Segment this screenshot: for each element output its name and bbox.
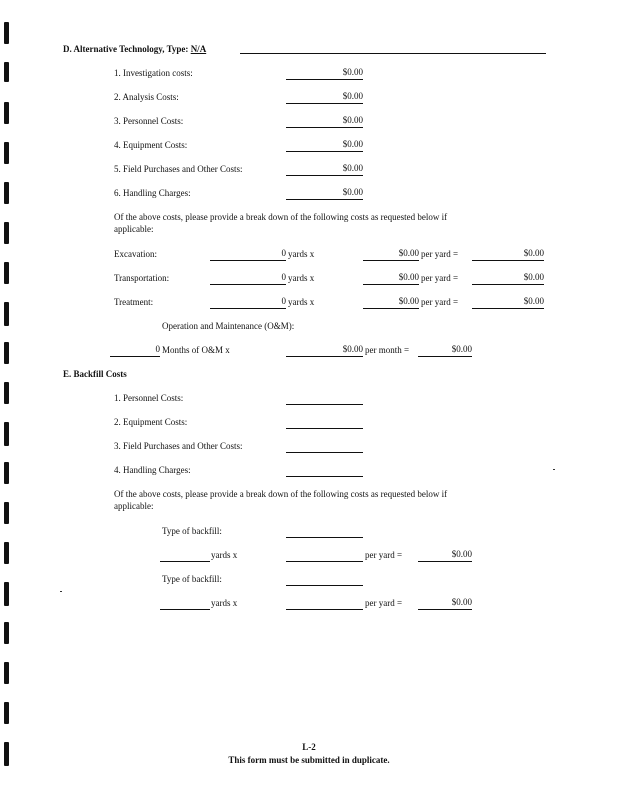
page-number: L-2: [302, 742, 316, 752]
d-item-value: $0.00: [342, 187, 363, 197]
d-item-value: $0.00: [342, 67, 363, 77]
backfill-total: $0.00: [451, 549, 472, 559]
d-item-line[interactable]: [286, 127, 363, 128]
d-breakdown-intro: Of the above costs, please provide a break down of the following costs as requested below if: [114, 212, 448, 222]
d-item-value: $0.00: [342, 115, 363, 125]
om-months-unit: Months of O&M x: [162, 345, 230, 355]
type-line: [240, 53, 546, 54]
d-breakdown-intro-cont: applicable:: [114, 224, 154, 234]
yards-unit: yards x: [288, 249, 315, 259]
e-item-line[interactable]: [286, 428, 363, 429]
excavation-total: $0.00: [523, 248, 544, 258]
backfill-yards-line[interactable]: [160, 609, 210, 610]
e-item-label: 4. Handling Charges:: [114, 465, 191, 475]
e-breakdown-intro: Of the above costs, please provide a break down of the following costs as requested below if: [114, 489, 448, 499]
excavation-rate: $0.00: [398, 248, 419, 258]
d-item-label: 6. Handling Charges:: [114, 188, 191, 198]
backfill-type-line[interactable]: [286, 537, 363, 538]
rate-unit: per yard =: [421, 249, 459, 259]
section-e-title: E. Backfill Costs: [63, 369, 127, 379]
d-item-label: 3. Personnel Costs:: [114, 116, 184, 126]
d-item-value: $0.00: [342, 139, 363, 149]
treatment-yards-line[interactable]: [210, 308, 286, 309]
treatment-total-line[interactable]: [472, 308, 544, 309]
backfill-rate-line[interactable]: [286, 561, 363, 562]
e-item-label: 2. Equipment Costs:: [114, 417, 188, 427]
section-d-title: D. Alternative Technology, Type: N/A: [63, 44, 207, 54]
excavation-label: Excavation:: [114, 249, 157, 259]
d-item-line[interactable]: [286, 103, 363, 104]
yards-unit: yards x: [288, 297, 315, 307]
treatment-label: Treatment:: [114, 297, 154, 307]
backfill-type-label: Type of backfill:: [162, 574, 222, 584]
excavation-total-line[interactable]: [472, 260, 544, 261]
e-breakdown-intro-cont: applicable:: [114, 501, 154, 511]
d-item-line[interactable]: [286, 151, 363, 152]
yards-unit: yards x: [211, 550, 238, 560]
yards-unit: yards x: [211, 598, 238, 608]
transportation-total-line[interactable]: [472, 284, 544, 285]
d-item-line[interactable]: [286, 79, 363, 80]
d-item-label: 1. Investigation costs:: [114, 68, 193, 78]
rate-unit: per yard =: [421, 297, 459, 307]
d-item-value: $0.00: [342, 91, 363, 101]
transportation-label: Transportation:: [114, 273, 170, 283]
d-item-value: $0.00: [342, 163, 363, 173]
backfill-total-line[interactable]: [418, 561, 472, 562]
d-item-line[interactable]: [286, 199, 363, 200]
om-rate-line[interactable]: [286, 356, 363, 357]
backfill-rate-line[interactable]: [286, 609, 363, 610]
e-item-label: 1. Personnel Costs:: [114, 393, 184, 403]
transportation-yards: 0: [281, 272, 286, 282]
backfill-yards-line[interactable]: [160, 561, 210, 562]
scan-speck: [553, 469, 555, 470]
om-label: Operation and Maintenance (O&M):: [162, 321, 295, 331]
excavation-rate-line[interactable]: [363, 260, 419, 261]
transportation-rate: $0.00: [398, 272, 419, 282]
e-item-label: 3. Field Purchases and Other Costs:: [114, 441, 243, 451]
excavation-yards: 0: [281, 248, 286, 258]
e-item-line[interactable]: [286, 452, 363, 453]
om-total-line[interactable]: [418, 356, 472, 357]
scan-speck: [60, 591, 62, 592]
d-item-label: 2. Analysis Costs:: [114, 92, 179, 102]
treatment-rate: $0.00: [398, 296, 419, 306]
om-rate: $0.00: [342, 344, 363, 354]
om-total: $0.00: [451, 344, 472, 354]
section-d-type-value: N/A: [190, 44, 207, 54]
treatment-rate-line[interactable]: [363, 308, 419, 309]
transportation-yards-line[interactable]: [210, 284, 286, 285]
yards-unit: yards x: [288, 273, 315, 283]
treatment-yards: 0: [281, 296, 286, 306]
duplicate-notice: This form must be submitted in duplicate.: [228, 755, 390, 765]
e-item-line[interactable]: [286, 476, 363, 477]
om-months: 0: [155, 344, 160, 354]
backfill-total-line[interactable]: [418, 609, 472, 610]
d-item-label: 5. Field Purchases and Other Costs:: [114, 164, 243, 174]
om-rate-unit: per month =: [365, 345, 410, 355]
rate-unit: per yard =: [365, 598, 403, 608]
transportation-rate-line[interactable]: [363, 284, 419, 285]
om-months-line[interactable]: [110, 356, 160, 357]
treatment-total: $0.00: [523, 296, 544, 306]
rate-unit: per yard =: [365, 550, 403, 560]
d-item-label: 4. Equipment Costs:: [114, 140, 188, 150]
transportation-total: $0.00: [523, 272, 544, 282]
backfill-total: $0.00: [451, 597, 472, 607]
e-item-line[interactable]: [286, 404, 363, 405]
excavation-yards-line[interactable]: [210, 260, 286, 261]
rate-unit: per yard =: [421, 273, 459, 283]
backfill-type-label: Type of backfill:: [162, 526, 222, 536]
d-item-line[interactable]: [286, 175, 363, 176]
backfill-type-line[interactable]: [286, 585, 363, 586]
